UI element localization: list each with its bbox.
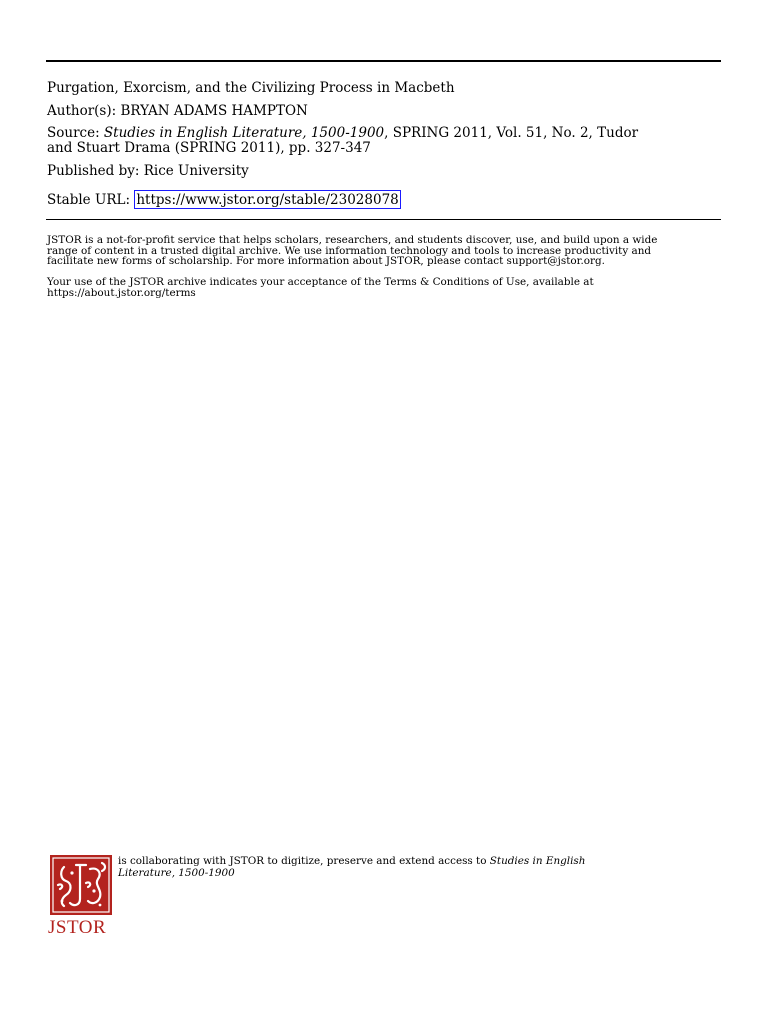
notice-line: range of content in a trusted digital archive. We use information technology and tools to increase productivity and: [47, 244, 652, 257]
collab-line-1: [118, 856, 585, 868]
publisher-value: Rice University: [143, 163, 249, 179]
top-rule: [46, 60, 721, 62]
notice-line: facilitate new forms of scholarship. For more information about JSTOR, please contact support@jstor.org.: [47, 255, 605, 267]
jstor-logo-wordmark: JSTOR: [48, 917, 107, 938]
publisher-label: Published by:: [47, 163, 140, 179]
authors-label: Author(s):: [47, 103, 117, 119]
notice-line: JSTOR is a not-for-profit service that helps scholars, researchers, and students discover, use, and build upon a wide: [47, 234, 658, 246]
article-authors: [47, 103, 308, 119]
collaboration-statement: [118, 856, 585, 879]
terms-line: Your use of the JSTOR archive indicates your acceptance of the Terms & Conditions of Use, available at: [47, 276, 594, 288]
article-title: Purgation, Exorcism, and the Civilizing Process in Macbeth: [47, 80, 455, 96]
jstor-notice: [47, 235, 727, 267]
collab-journal-2: Literature, 1500-1900: [118, 866, 235, 879]
stable-url-row: [47, 190, 401, 209]
collab-journal-1: Studies in English: [489, 855, 586, 867]
section-rule: [46, 219, 721, 220]
source-details-2: and Stuart Drama (SPRING 2011), pp. 327-347: [47, 140, 371, 156]
article-source: [47, 126, 638, 156]
source-line-1: [47, 126, 638, 141]
article-publisher: [47, 163, 249, 179]
source-journal: Studies in English Literature, 1500-1900: [103, 125, 385, 141]
source-details-1: , SPRING 2011, Vol. 51, No. 2, Tudor: [384, 125, 639, 141]
collab-text: is collaborating with JSTOR to digitize, preserve and extend access to: [118, 855, 490, 867]
stable-url-link[interactable]: https://www.jstor.org/stable/23028078: [136, 192, 399, 208]
authors-value: BRYAN ADAMS HAMPTON: [120, 103, 308, 119]
source-label: Source:: [47, 125, 100, 141]
stable-url-label: Stable URL:: [47, 192, 131, 208]
terms-link[interactable]: https://about.jstor.org/terms: [47, 286, 196, 299]
jstor-logo-icon: [50, 855, 112, 915]
terms-notice: [47, 277, 727, 298]
